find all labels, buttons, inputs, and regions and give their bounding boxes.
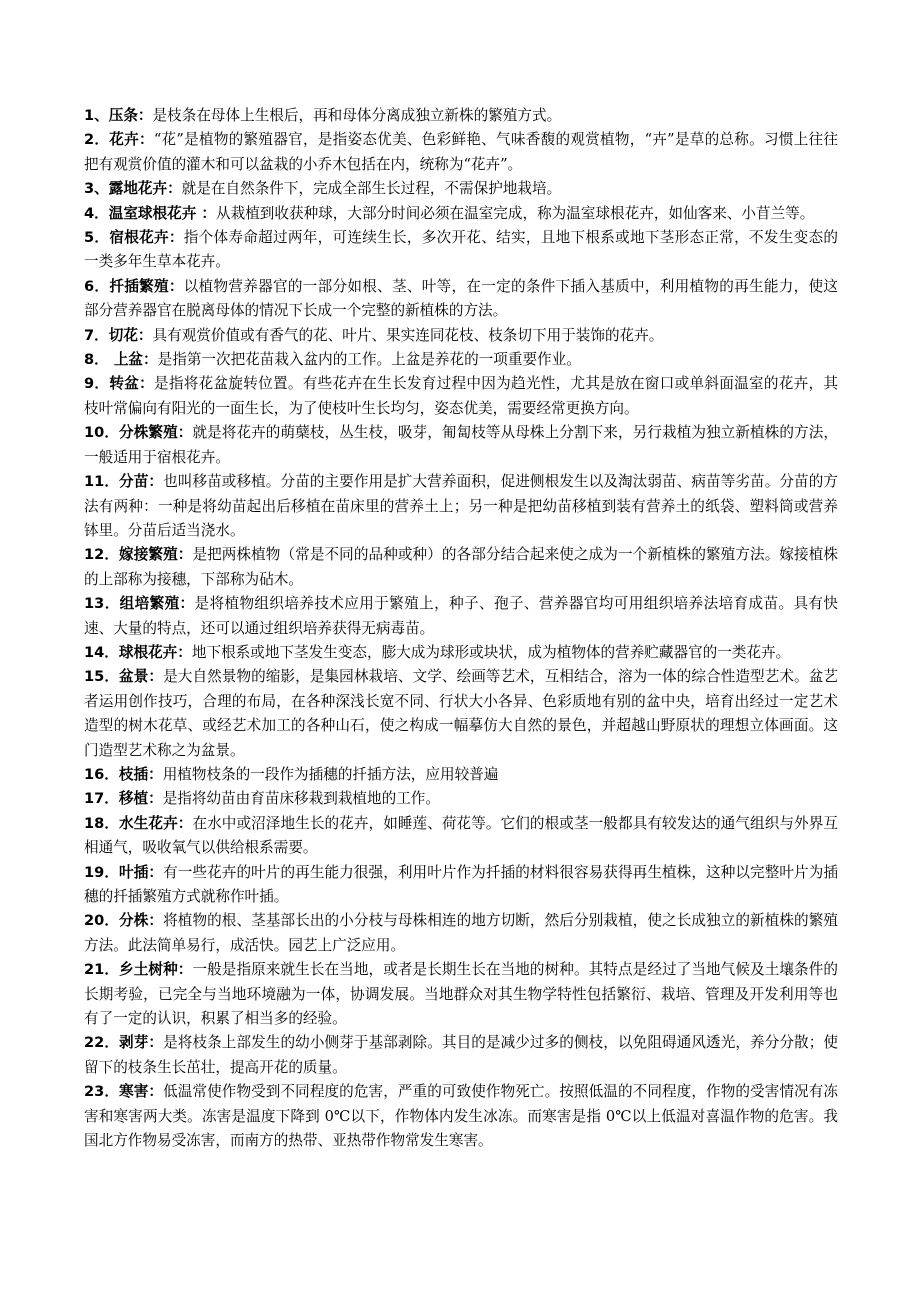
entry-definition: 是指第一次把花苗栽入盆内的工作。上盆是养花的一项重要作业。: [157, 351, 581, 369]
glossary-entry: [84, 128, 838, 177]
entry-definition: 是指将幼苗由育苗床移栽到栽植地的工作。: [162, 790, 440, 808]
entry-term: 19．叶插：: [84, 863, 164, 881]
glossary-entry: [84, 812, 838, 861]
entry-term: 20．分株：: [84, 912, 164, 930]
entry-definition: 一般是指原来就生长在当地，或者是长期生长在当地的树种。其特点是经过了当地气候及土壤条件的长期考验，已完全与当地环境融为一体，协调发展。当地群众对其生物学特性包括繁衍、栽培、管理及开发利用等也有了一定的认识，积累了相当多的经验。: [84, 961, 838, 1028]
entry-term: 5．宿根花卉：: [84, 229, 184, 247]
entry-definition: 是把两株植物（常是不同的品种或种）的各部分结合起来使之成为一个新植株的繁殖方法。嫁接植株的上部称为接穗，下部称为砧木。: [84, 546, 838, 588]
entry-definition: 地下根系或地下茎发生变态，膨大成为球形或块状，成为植物体的营养贮藏器官的一类花卉。: [191, 643, 791, 661]
entry-term: 10．分株繁殖：: [84, 424, 193, 442]
entry-term: 13．组培繁殖：: [84, 595, 195, 613]
glossary-entry: [84, 324, 838, 348]
glossary-entry: [84, 226, 838, 275]
entry-term: 6．扦插繁殖：: [84, 277, 184, 295]
entry-definition: 以植物营养器官的一部分如根、茎、叶等，在一定的条件下插入基质中，利用植物的再生能力，使这部分营养器官在脱离母体的情况下长成一个完整的新植株的方法。: [84, 277, 838, 320]
entry-definition: 就是在自然条件下，完成全部生长过程，不需保护地栽培。: [181, 180, 562, 198]
glossary-entry: [84, 543, 838, 592]
entry-term: 9．转盆：: [84, 375, 154, 393]
entry-definition: 是指将花盆旋转位置。有些花卉在生长发育过程中因为趋光性，尤其是放在窗口或单斜面温室的花卉，其枝叶常偏向有阳光的一面生长，为了使枝叶生长均匀，姿态优美，需要经常更换方向。: [84, 375, 838, 417]
glossary-entry: [84, 202, 838, 226]
glossary-entry: [84, 470, 838, 543]
glossary-entry: [84, 909, 838, 958]
entry-term: 18．水生花卉：: [84, 814, 193, 832]
glossary-entry: [84, 787, 838, 811]
glossary-entry: [84, 421, 838, 470]
glossary-entry: [84, 104, 838, 128]
entry-definition: 有一些花卉的叶片的再生能力很强，利用叶片作为扦插的材料很容易获得再生植株，这种以完整叶片为插穗的扦插繁殖方式就称作叶插。: [84, 863, 838, 905]
entry-definition: 低温常使作物受到不同程度的危害，严重的可致使作物死亡。按照低温的不同程度，作物的受害情况有冻害和寒害两大类。冻害是温度下降到 0℃以下，作物体内发生冰冻。而寒害是指 0℃以上低温对喜温作物的危害。我国北方作物易受冻害，而南方的热带、亚热带作物常发生寒害。: [84, 1083, 838, 1150]
entry-definition: 具有观赏价值或有香气的花、叶片、果实连同花枝、枝条切下用于装饰的花卉。: [152, 326, 664, 344]
glossary-entry: [84, 275, 838, 324]
entry-term: 7．切花：: [84, 326, 153, 344]
entry-term: 12．嫁接繁殖：: [84, 546, 193, 564]
entry-term: 21．乡土树种：: [84, 961, 193, 979]
glossary-entry: [84, 1080, 838, 1153]
entry-term: 3、露地花卉：: [84, 180, 182, 198]
entry-definition: 从栽植到收获种球，大部分时间必须在温室完成，称为温室球根花卉，如仙客来、小苜兰等。: [216, 204, 815, 222]
entry-term: 1、压条：: [84, 107, 153, 124]
glossary-entry: [84, 665, 838, 763]
entry-definition: “花”是植物的繁殖器官，是指姿态优美、色彩鲜艳、气味香馥的观赏植物，“卉”是草的总称。习惯上往往把有观赏价值的灌木和可以盆栽的小乔木包括在内，统称为“花卉”。: [84, 131, 838, 173]
entry-term: 15．盆景：: [84, 668, 164, 686]
glossary-entry: [84, 592, 838, 641]
glossary-entry: [84, 348, 838, 372]
glossary-entry: [84, 958, 838, 1031]
entry-definition: 是将植物组织培养技术应用于繁殖上，种子、孢子、营养器官均可用组织培养法培育成苗。具有快速、大量的特点，还可以通过组织培养获得无病毒苗。: [84, 595, 838, 637]
entry-term: 8． 上盆：: [84, 351, 158, 369]
glossary-entry: [84, 641, 838, 665]
entry-term: 16．枝插：: [84, 765, 163, 783]
entry-definition: 也叫移苗或移植。分苗的主要作用是扩大营养面积，促进侧根发生以及淘汰弱苗、病苗等劣苗。分苗的方法有两种：一种是将幼苗起出后移植在苗床里的营养土上；另一种是把幼苗移植到装有营养土的纸袋、塑料筒或营养钵里。分苗后适当浇水。: [84, 473, 838, 539]
entry-term: 2．花卉：: [84, 131, 154, 149]
entry-term: 22．剥芽：: [84, 1034, 164, 1052]
entry-term: 4．温室球根花卉 ：: [84, 204, 216, 222]
entry-definition: 就是将花卉的萌蘖枝，丛生枝，吸芽，匍匐枝等从母株上分割下来，另行栽植为独立新植株的方法，一般适用于宿根花卉。: [84, 424, 838, 466]
entry-definition: 在水中或沼泽地生长的花卉，如睡莲、荷花等。它们的根或茎一般都具有较发达的通气组织与外界互相通气，吸收氧气以供给根系需要。: [84, 814, 838, 857]
glossary-document: [84, 104, 838, 1153]
glossary-entry: [84, 1031, 838, 1080]
entry-definition: 是将枝条上部发生的幼小侧芽于基部剥除。其目的是减少过多的侧枝，以免阻碍通风透光，养分分散；使留下的枝条生长茁壮，提高开花的质量。: [84, 1034, 838, 1076]
glossary-entry: [84, 177, 838, 201]
entry-definition: 将植物的根、茎基部长出的小分枝与母株相连的地方切断，然后分别栽植，使之长成独立的新植株的繁殖方法。此法简单易行，成活快。园艺上广泛应用。: [84, 912, 838, 954]
entry-term: 17．移植：: [84, 790, 163, 808]
glossary-entry: [84, 372, 838, 421]
entry-definition: 指个体寿命超过两年，可连续生长，多次开花、结实，且地下根系或地下茎形态正常，不发生变态的一类多年生草本花卉。: [84, 229, 838, 271]
entry-definition: 是枝条在母体上生根后，再和母体分离成独立新株的繁殖方式。: [152, 107, 562, 124]
glossary-entry: [84, 763, 838, 787]
glossary-entry: [84, 861, 838, 910]
entry-term: 11．分苗：: [84, 473, 164, 491]
entry-term: 23．寒害：: [84, 1083, 164, 1101]
entry-definition: 用植物枝条的一段作为插穗的扦插方法，应用较普遍: [162, 765, 499, 783]
entry-definition: 是大自然景物的缩影，是集园林栽培、文学、绘画等艺术，互相结合，溶为一体的综合性造型艺术。盆艺者运用创作技巧，合理的布局，在各种深浅长宽不同、行状大小各异、色彩质地有别的盆中央，培育出经过一定艺术造型的树木花草、或经艺术加工的各种山石，使之构成一幅摹仿大自然的景色，并超越山野原状的理想立体画面。这门造型艺术称之为盆景。: [84, 668, 838, 759]
entry-term: 14．球根花卉：: [84, 643, 192, 661]
